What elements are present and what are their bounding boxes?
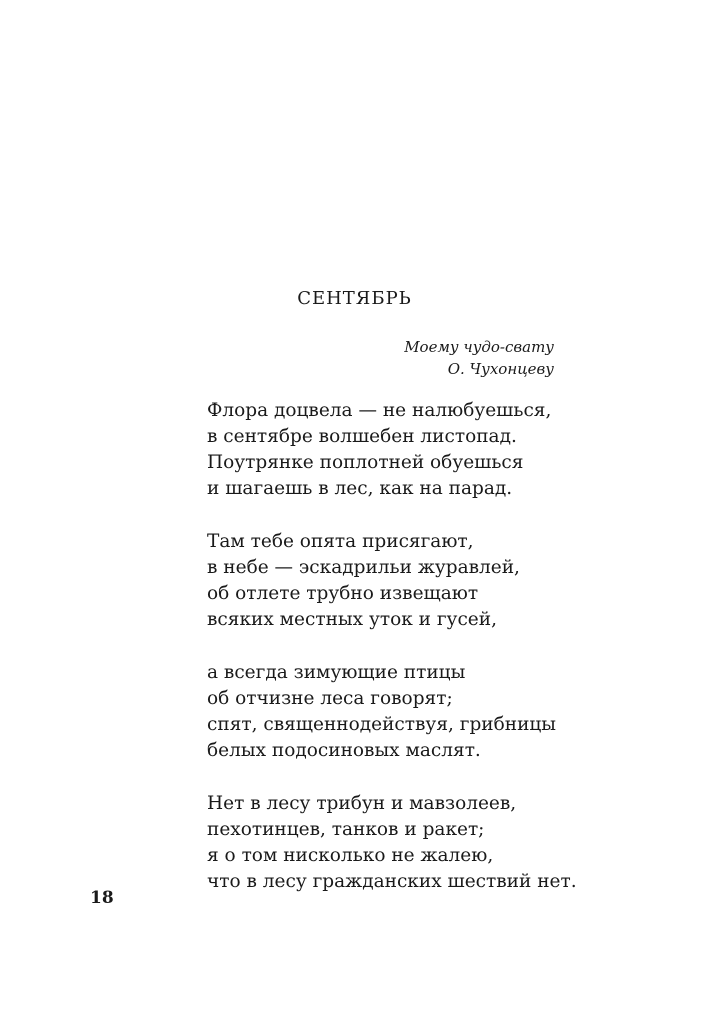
poem-line: Там тебе опята присягают, [207,531,474,552]
poem-line: пехотинцев, танков и ракет; [207,819,485,840]
poem-line: об отлете трубно извещают [207,583,479,604]
poem-line: а всегда зимующие птицы [207,662,466,683]
poem-line: Поутрянке поплотней обуешься [207,452,524,473]
stanza [207,791,577,895]
dedication [404,336,554,380]
poem-line: и шагаешь в лес, как на парад. [207,478,513,499]
poem-line: я о том нисколько не жалею, [207,845,494,866]
poem-line: всяких местных уток и гусей, [207,609,497,630]
poem-line: в небе — эскадрильи журавлей, [207,557,520,578]
poem-line: белых подосиновых маслят. [207,740,481,761]
page-number: 18 [90,888,114,908]
poem-line: об отчизне леса говорят; [207,688,453,709]
poem-line: Нет в лесу трибун и мавзолеев, [207,793,517,814]
stanza [207,660,577,764]
poem-line: Флора доцвела — не налюбуешься, [207,400,552,421]
dedication-line: О. Чухонцеву [447,360,554,378]
poem-line: что в лесу гражданских шествий нет. [207,871,577,892]
poem-line: спят, священнодействуя, грибницы [207,714,557,735]
dedication-line: Моему чудо-свату [404,338,554,356]
poem-line: в сентябре волшебен листопад. [207,426,517,447]
poem-body [207,398,577,922]
stanza [207,529,577,633]
stanza [207,398,577,502]
poem-title: СЕНТЯБРЬ [297,288,412,309]
